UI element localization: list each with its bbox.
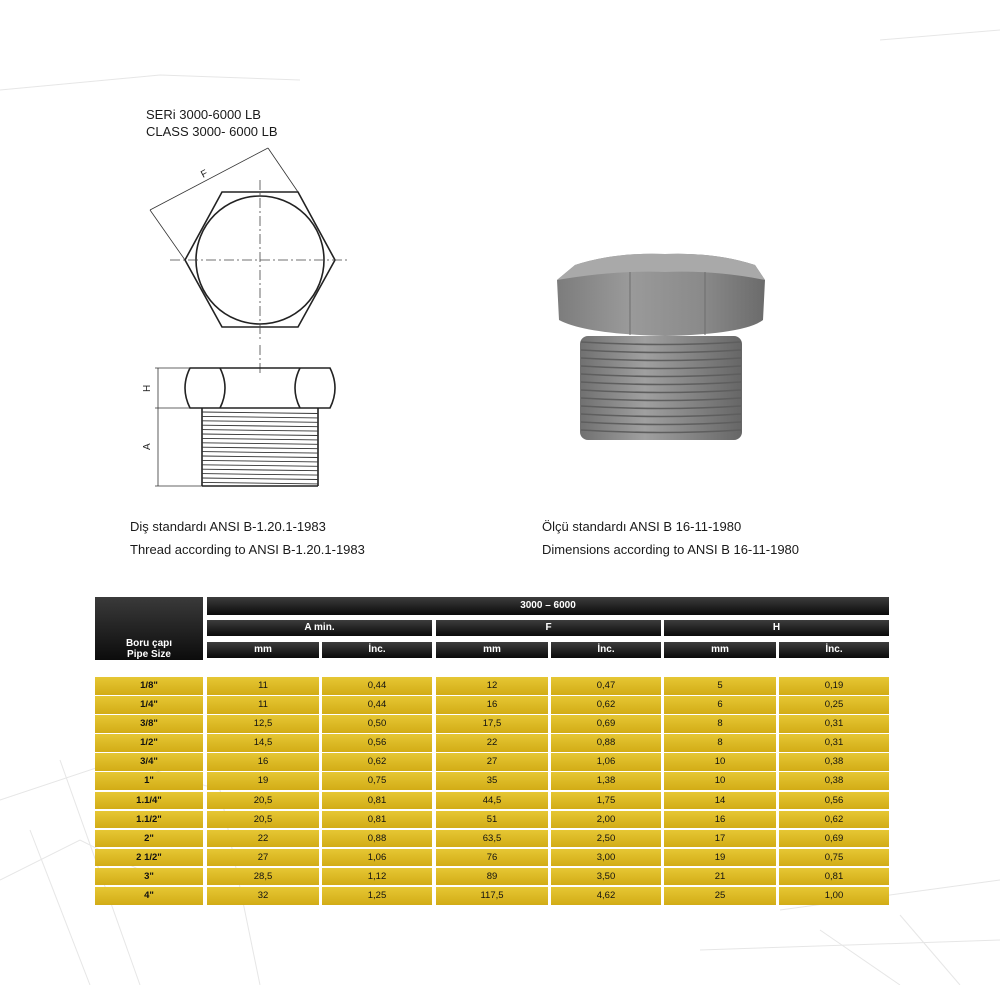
group-header-a-min: A min. xyxy=(207,620,432,636)
unit-header-a-mm: mm xyxy=(207,642,319,658)
class-range-header: 3000 – 6000 xyxy=(207,597,889,615)
cell-pipe-size: 2" xyxy=(95,830,203,848)
cell-h-inc: 0,38 xyxy=(779,753,889,771)
group-header-f: F xyxy=(436,620,661,636)
cell-f-inc: 0,69 xyxy=(551,715,661,733)
unit-header-h-mm: mm xyxy=(664,642,776,658)
cell-h-inc: 0,69 xyxy=(779,830,889,848)
thread-lines xyxy=(202,412,318,484)
cell-pipe-size: 3" xyxy=(95,868,203,886)
series-title xyxy=(146,106,278,140)
cell-pipe-size: 1.1/4" xyxy=(95,792,203,810)
table-row xyxy=(95,677,889,696)
cell-a-mm: 22 xyxy=(207,830,319,848)
cell-a-mm: 20,5 xyxy=(207,792,319,810)
cell-f-mm: 17,5 xyxy=(436,715,548,733)
unit-header-f-inc: İnc. xyxy=(551,642,661,658)
cell-pipe-size: 1.1/2" xyxy=(95,811,203,829)
cell-a-mm: 27 xyxy=(207,849,319,867)
series-title-en: CLASS 3000- 6000 LB xyxy=(146,124,278,139)
cell-pipe-size: 1" xyxy=(95,772,203,790)
dimension-standard-en: Dimensions according to ANSI B 16-11-1980 xyxy=(542,542,800,557)
cell-h-inc: 0,56 xyxy=(779,792,889,810)
cell-f-mm: 35 xyxy=(436,772,548,790)
cell-a-inc: 0,75 xyxy=(322,772,432,790)
cell-f-inc: 1,06 xyxy=(551,753,661,771)
cell-f-mm: 51 xyxy=(436,811,548,829)
cell-a-inc: 1,25 xyxy=(322,887,432,905)
table-row xyxy=(95,887,889,906)
cell-h-inc: 0,31 xyxy=(779,734,889,752)
cell-f-inc: 2,50 xyxy=(551,830,661,848)
table-row xyxy=(95,772,889,791)
table-row xyxy=(95,696,889,715)
cell-a-mm: 11 xyxy=(207,677,319,695)
unit-header-a-inc: İnc. xyxy=(322,642,432,658)
dimension-f-label: F xyxy=(199,168,210,181)
cell-h-mm: 21 xyxy=(664,868,776,886)
cell-a-mm: 11 xyxy=(207,696,319,714)
cell-f-mm: 76 xyxy=(436,849,548,867)
cell-f-mm: 22 xyxy=(436,734,548,752)
cell-a-mm: 16 xyxy=(207,753,319,771)
hex-plug-technical-drawing xyxy=(130,140,370,500)
cell-a-inc: 0,88 xyxy=(322,830,432,848)
cell-pipe-size: 1/2" xyxy=(95,734,203,752)
unit-header-h-inc: İnc. xyxy=(779,642,889,658)
cell-h-inc: 0,38 xyxy=(779,772,889,790)
hex-plug-product-image xyxy=(545,240,785,460)
table-row xyxy=(95,734,889,753)
cell-f-inc: 3,50 xyxy=(551,868,661,886)
cell-h-mm: 5 xyxy=(664,677,776,695)
cell-a-inc: 0,81 xyxy=(322,811,432,829)
cell-pipe-size: 2 1/2" xyxy=(95,849,203,867)
dimension-standard-tr: Ölçü standardı ANSI B 16-11-1980 xyxy=(542,519,742,534)
cell-h-inc: 0,19 xyxy=(779,677,889,695)
cell-f-mm: 89 xyxy=(436,868,548,886)
cell-pipe-size: 3/8" xyxy=(95,715,203,733)
series-title-tr: SERi 3000-6000 LB xyxy=(146,107,261,122)
cell-a-mm: 28,5 xyxy=(207,868,319,886)
cell-h-inc: 0,31 xyxy=(779,715,889,733)
cell-a-mm: 14,5 xyxy=(207,734,319,752)
cell-h-mm: 17 xyxy=(664,830,776,848)
cell-f-mm: 117,5 xyxy=(436,887,548,905)
thread-standard xyxy=(130,515,365,561)
pipe-size-header-tr: Boru çapı xyxy=(125,638,173,649)
cell-f-mm: 44,5 xyxy=(436,792,548,810)
cell-h-mm: 19 xyxy=(664,849,776,867)
table-row xyxy=(95,849,889,868)
cell-a-inc: 0,50 xyxy=(322,715,432,733)
cell-a-inc: 0,62 xyxy=(322,753,432,771)
cell-h-mm: 14 xyxy=(664,792,776,810)
cell-h-mm: 8 xyxy=(664,715,776,733)
cell-a-inc: 0,56 xyxy=(322,734,432,752)
table-row xyxy=(95,830,889,849)
cell-f-inc: 0,62 xyxy=(551,696,661,714)
cell-pipe-size: 4" xyxy=(95,887,203,905)
cell-f-inc: 0,47 xyxy=(551,677,661,695)
table-row xyxy=(95,792,889,811)
pipe-size-header-en: Pipe Size xyxy=(127,649,171,660)
cell-pipe-size: 1/4" xyxy=(95,696,203,714)
cell-f-mm: 27 xyxy=(436,753,548,771)
pipe-size-header xyxy=(95,597,203,660)
cell-pipe-size: 3/4" xyxy=(95,753,203,771)
cell-f-mm: 12 xyxy=(436,677,548,695)
table-row xyxy=(95,715,889,734)
dimension-standard xyxy=(542,515,799,561)
cell-f-inc: 4,62 xyxy=(551,887,661,905)
thread-standard-en: Thread according to ANSI B-1.20.1-1983 xyxy=(130,542,365,557)
dimension-a-label: A xyxy=(142,443,153,450)
dimension-h-label: H xyxy=(142,384,153,392)
table-row xyxy=(95,811,889,830)
cell-f-mm: 16 xyxy=(436,696,548,714)
cell-f-mm: 63,5 xyxy=(436,830,548,848)
cell-a-inc: 0,44 xyxy=(322,677,432,695)
cell-h-inc: 0,81 xyxy=(779,868,889,886)
cell-a-mm: 12,5 xyxy=(207,715,319,733)
cell-f-inc: 2,00 xyxy=(551,811,661,829)
cell-a-mm: 20,5 xyxy=(207,811,319,829)
cell-a-inc: 1,12 xyxy=(322,868,432,886)
cell-h-mm: 6 xyxy=(664,696,776,714)
cell-h-inc: 0,75 xyxy=(779,849,889,867)
cell-h-mm: 25 xyxy=(664,887,776,905)
thread-standard-tr: Diş standardı ANSI B-1.20.1-1983 xyxy=(130,519,326,534)
cell-a-inc: 0,44 xyxy=(322,696,432,714)
group-header-h: H xyxy=(664,620,889,636)
cell-a-inc: 0,81 xyxy=(322,792,432,810)
table-body xyxy=(95,677,889,906)
cell-f-inc: 3,00 xyxy=(551,849,661,867)
cell-f-inc: 1,75 xyxy=(551,792,661,810)
cell-h-inc: 1,00 xyxy=(779,887,889,905)
table-row xyxy=(95,753,889,772)
cell-pipe-size: 1/8" xyxy=(95,677,203,695)
cell-h-inc: 0,62 xyxy=(779,811,889,829)
cell-h-mm: 10 xyxy=(664,772,776,790)
unit-header-f-mm: mm xyxy=(436,642,548,658)
cell-a-mm: 32 xyxy=(207,887,319,905)
cell-h-mm: 8 xyxy=(664,734,776,752)
cell-f-inc: 1,38 xyxy=(551,772,661,790)
cell-a-inc: 1,06 xyxy=(322,849,432,867)
cell-a-mm: 19 xyxy=(207,772,319,790)
cell-h-mm: 10 xyxy=(664,753,776,771)
cell-h-mm: 16 xyxy=(664,811,776,829)
cell-f-inc: 0,88 xyxy=(551,734,661,752)
cell-h-inc: 0,25 xyxy=(779,696,889,714)
table-row xyxy=(95,868,889,887)
